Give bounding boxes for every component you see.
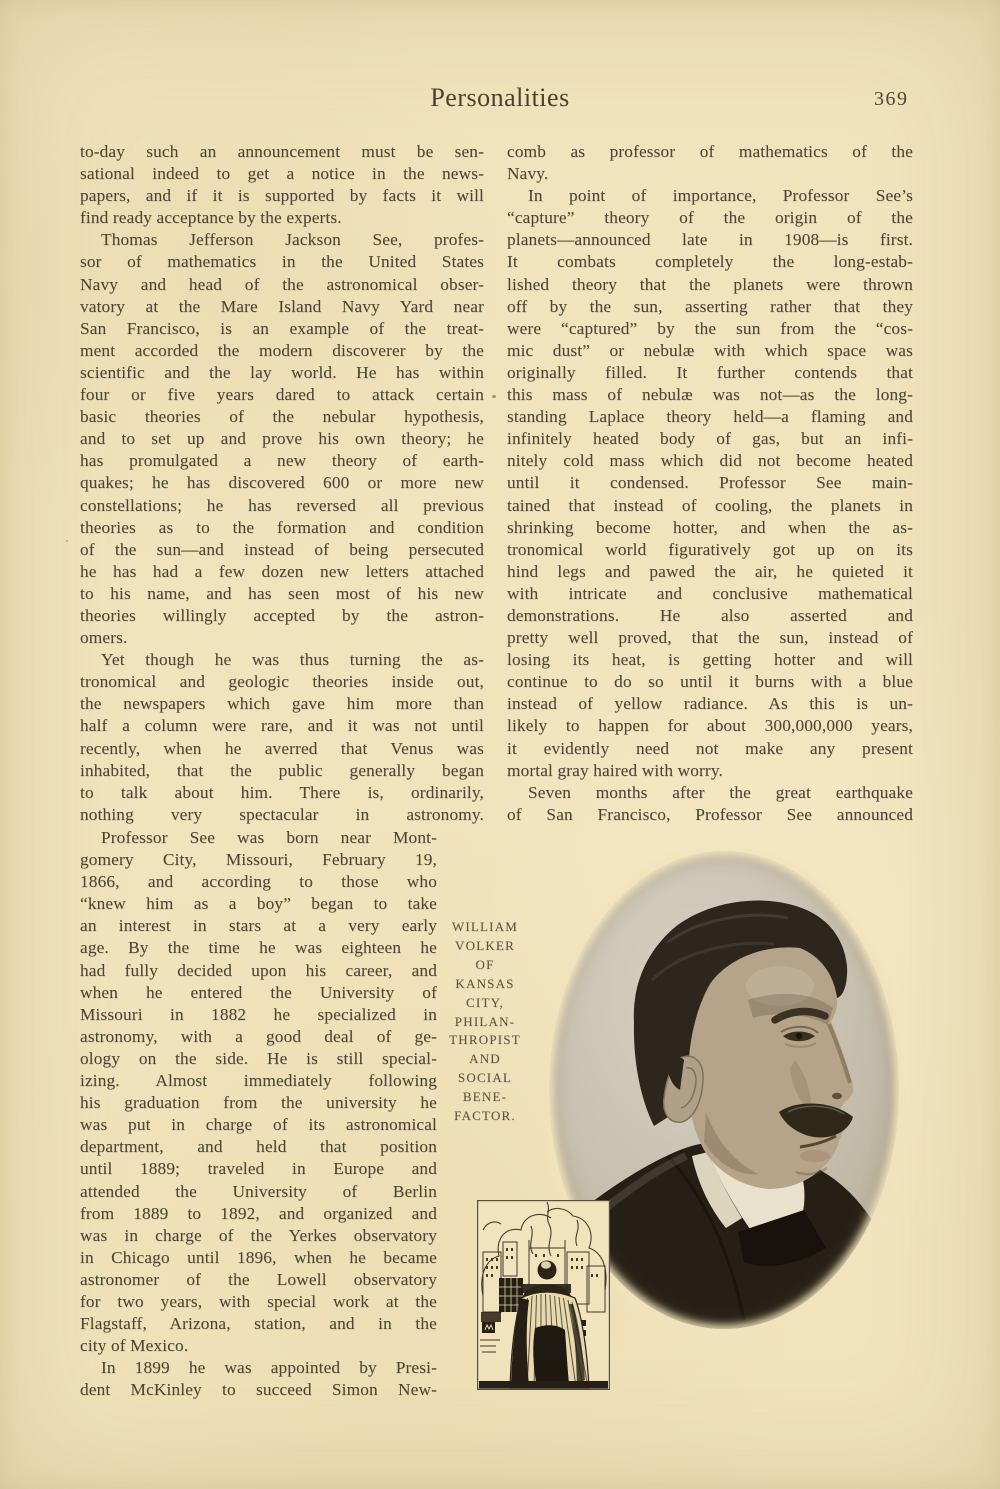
text-line: to his name, and has seen most of his new — [80, 583, 484, 603]
text-line: mortal gray haired with worry. — [507, 760, 723, 780]
text-line: was in charge of the Yerkes observatory — [80, 1225, 437, 1245]
text-line: off by the sun, asserting rather that they — [507, 296, 913, 316]
text-line: originally filled. It further contends that — [507, 362, 913, 382]
caption-line: CITY, — [466, 994, 504, 1010]
text-line: hind legs and pawed the air, he quieted it — [507, 561, 913, 581]
text-line: continue to do so until it burns with a blue — [507, 672, 913, 692]
text-line: were “captured” by the sun from the “cos- — [507, 318, 913, 338]
text-line: sational indeed to get a notice in the news- — [80, 164, 484, 184]
text-line: It combats completely the long-estab- — [507, 252, 913, 272]
text-line: Yet though he was thus turning the as- — [101, 650, 484, 670]
page-title: Personalities — [430, 83, 570, 112]
text-line: comb as professor of mathematics of the — [507, 142, 913, 161]
text-line: with intricate and conclusive mathematical — [507, 583, 913, 603]
text-line: until it condensed. Professor See main- — [507, 473, 913, 493]
text-line: standing Laplace theory held—a flaming and — [507, 407, 913, 427]
text-line: this mass of nebulæ was not—as the long- — [507, 385, 913, 405]
text-line: city of Mexico. — [80, 1336, 189, 1356]
text-line: theories willingly accepted by the astron- — [80, 605, 484, 625]
text-line: of the sun—and instead of being persecuted — [80, 539, 484, 559]
text-line: ment accorded the modern discoverer by the — [80, 340, 484, 360]
text-line: sor of mathematics in the United States — [80, 252, 484, 272]
text-line: quakes; he has discovered 600 or more new — [80, 473, 484, 493]
text-line: Flagstaff, Arizona, station, and in the — [80, 1314, 437, 1334]
text-line: for two years, with special work at the — [80, 1291, 437, 1311]
text-line: his graduation from the university he — [80, 1093, 437, 1113]
text-line: ology on the side. He is still special- — [80, 1048, 437, 1068]
text-line: Professor See was born near Mont- — [101, 828, 437, 847]
text-line: demonstrations. He also asserted and — [507, 605, 913, 625]
text-line: the newspapers which gave him more than — [80, 694, 484, 714]
text-line: instead of yellow radiance. As this is un- — [507, 694, 913, 714]
text-line: when he entered the University of — [80, 982, 437, 1002]
text-line: four or five years dared to attack certain — [80, 385, 484, 405]
caption-line: KANSAS — [455, 975, 515, 991]
caption-line: OF — [475, 956, 495, 972]
text-line: astronomy, with a good deal of ge- — [80, 1026, 437, 1046]
text-line: likely to happen for about 300,000,000 years, — [507, 716, 913, 736]
text-line: mic dust” or nebulæ with which space was — [507, 340, 913, 360]
text-line: in Chicago until 1896, when he became — [80, 1247, 437, 1267]
right-column — [507, 141, 913, 826]
text-line: nothing very spectacular in astronomy. — [80, 804, 484, 824]
caption-line: SOCIAL — [457, 1070, 513, 1086]
text-line: age. By the time he was eighteen he — [80, 938, 437, 958]
text-line: tronomical world figuratively got up on its — [507, 539, 913, 559]
text-line: department, and held that position — [80, 1137, 437, 1157]
caption-line: BENE- — [462, 1089, 508, 1105]
text-line: theories as to the formation and condition — [80, 517, 484, 537]
text-line: gomery City, Missouri, February 19, — [80, 850, 437, 870]
text-line: Missouri in 1882 he specialized in — [80, 1004, 437, 1024]
text-line: constellations; he has reversed all previous — [80, 495, 484, 515]
text-line: San Francisco, is an example of the treat- — [80, 318, 484, 338]
caption-line: VOLKER — [455, 937, 515, 953]
text-line: omers. — [80, 628, 128, 648]
text-line: find ready acceptance by the experts. — [80, 208, 342, 228]
text-line: losing its heat, is getting hotter and will — [507, 650, 913, 670]
caption-line: PHILAN- — [454, 1013, 516, 1029]
text-line: basic theories of the nebular hypothesis, — [80, 407, 484, 427]
text-line: an interest in stars at a very early — [80, 916, 437, 936]
text-line: In 1899 he was appointed by Presi- — [101, 1358, 437, 1378]
text-line: and to set up and prove his own theory; he — [80, 429, 484, 449]
text-line: Navy and head of the astronomical obser- — [80, 274, 484, 294]
text-line: tronomical and geologic theories inside out, — [80, 672, 484, 692]
caption-line: WILLIAM — [451, 919, 519, 934]
text-line: was put in charge of its astronomical — [80, 1115, 437, 1135]
text-line: pretty well proved, that the sun, instead of — [507, 628, 913, 648]
text-line: Seven months after the great earthquake — [528, 782, 913, 802]
text-line: izing. Almost immediately following — [80, 1071, 437, 1091]
caption-line: AND — [469, 1051, 501, 1067]
text-line: In point of importance, Professor See’s — [528, 186, 913, 206]
text-line: he has had a few dozen new letters attached — [80, 561, 484, 581]
text-line: “capture” theory of the origin of the — [507, 208, 913, 228]
text-line: until 1889; traveled in Europe and — [80, 1159, 437, 1179]
text-line: infinitely heated body of gas, but an infi- — [507, 429, 913, 449]
text-line: dent McKinley to succeed Simon New- — [80, 1380, 437, 1400]
text-line: of San Francisco, Professor See announced — [507, 804, 913, 824]
text-line: nitely cold mass which did not become heated — [507, 451, 913, 471]
text-line: vatory at the Mare Island Navy Yard near — [80, 296, 484, 316]
text-line: had fully decided upon his career, and — [80, 960, 437, 980]
text-line: Navy. — [507, 164, 549, 184]
text-line: attended the University of Berlin — [80, 1181, 437, 1201]
text-line: “knew him as a boy” began to take — [80, 894, 437, 914]
caption-line: FACTOR. — [454, 1108, 516, 1124]
left-column-upper — [80, 141, 484, 826]
page-number: 369 — [874, 88, 909, 110]
text-line: Thomas Jefferson Jackson See, profes- — [101, 230, 484, 250]
text-line: to talk about him. There is, ordinarily, — [80, 782, 484, 802]
text-line: shrinking become hotter, and when the as- — [507, 517, 913, 537]
text-line: recently, when he averred that Venus was — [80, 738, 484, 758]
text-line: tained that instead of cooling, the planets in — [507, 495, 913, 515]
text-line: 1866, and according to those who — [80, 872, 437, 892]
city-illustration — [477, 1200, 610, 1390]
text-line: planets—announced late in 1908—is first. — [507, 230, 913, 250]
text-line: half a column were rare, and it was not until — [80, 716, 484, 736]
text-line: astronomer of the Lowell observatory — [80, 1269, 437, 1289]
caption-line: THROPIST — [449, 1032, 521, 1048]
text-line: it evidently need not make any present — [507, 738, 913, 758]
text-line: inhabited, that the public generally began — [80, 760, 484, 780]
portrait-caption — [432, 918, 538, 1126]
text-line: papers, and if it is supported by facts it will — [80, 186, 484, 206]
ground — [479, 1381, 608, 1389]
text-line: scientific and the lay world. He has within — [80, 362, 484, 382]
text-line: has promulgated a new theory of earth- — [80, 451, 484, 471]
ink-speck — [492, 395, 496, 398]
text-line: to-day such an announcement must be sen- — [80, 142, 484, 161]
left-column-lower — [80, 827, 437, 1401]
text-line: lished theory that the planets were thrown — [507, 274, 913, 294]
text-line: from 1889 to 1892, and organized and — [80, 1203, 437, 1223]
ink-speck — [66, 540, 68, 542]
